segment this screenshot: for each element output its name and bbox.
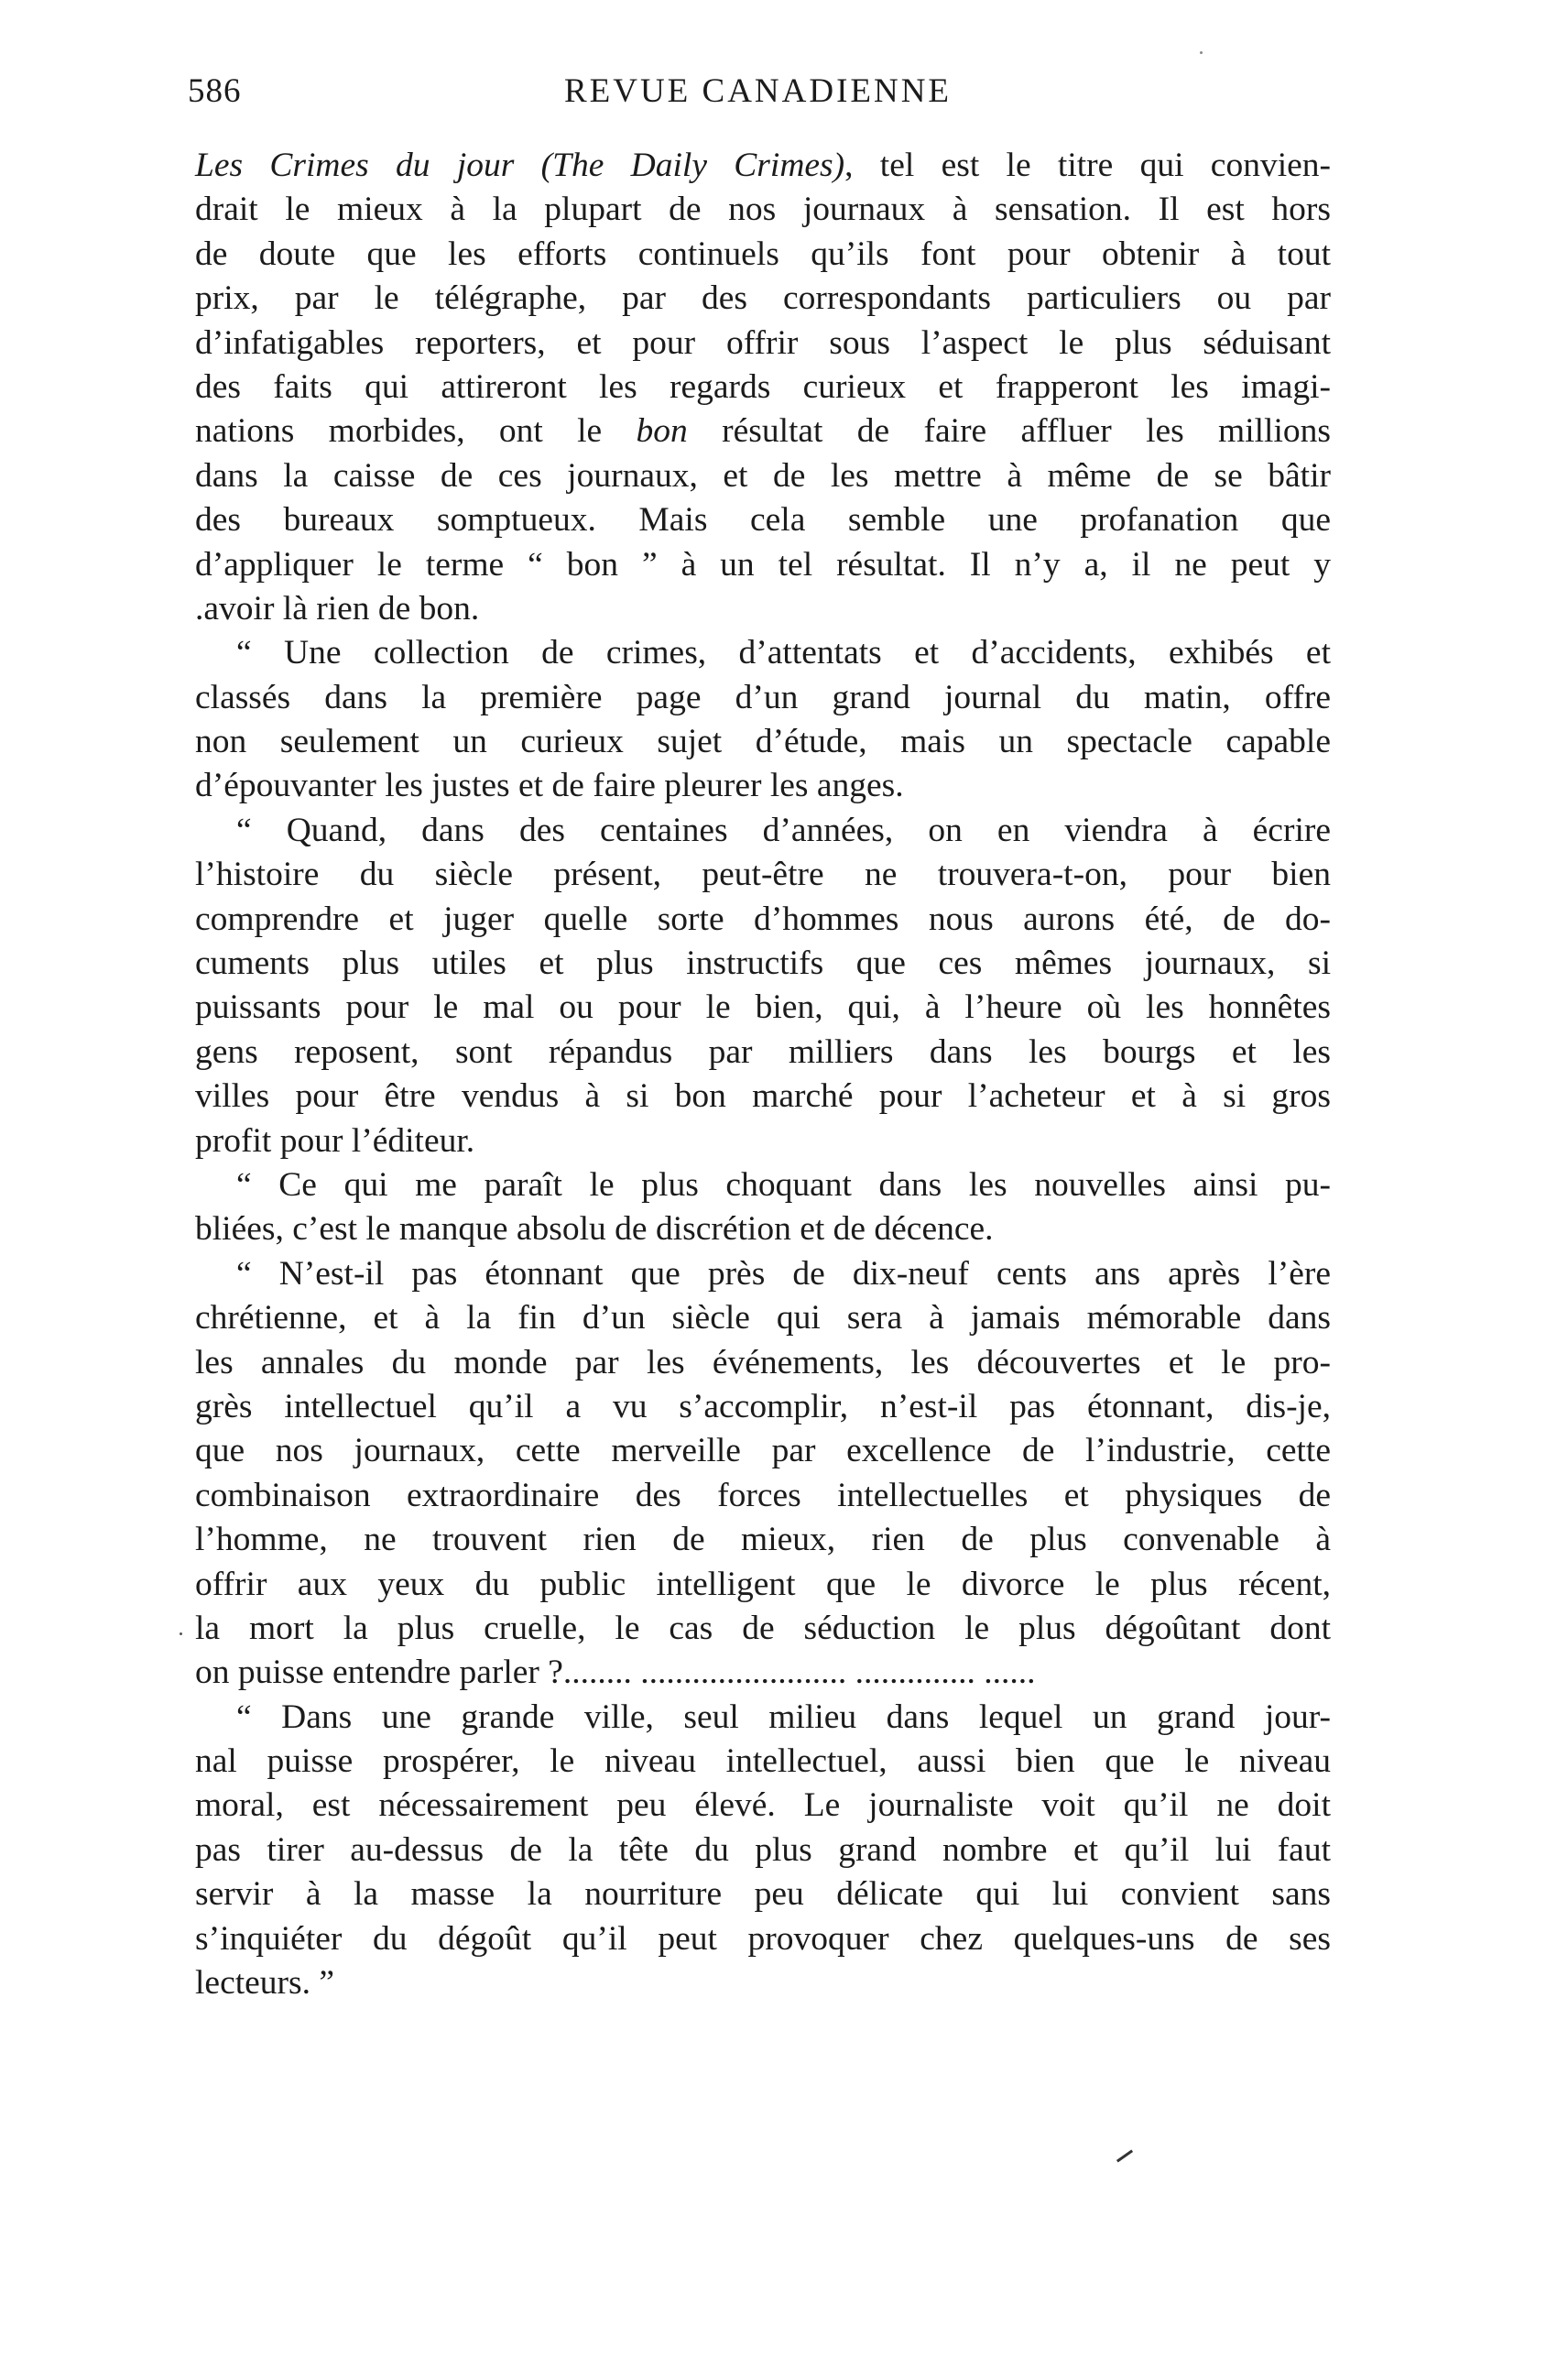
text-line: d’épouvanter les justes et de faire pleurer les anges.	[195, 767, 904, 805]
text-line: on puisse entendre parler ?........ ........................ .............. ......	[195, 1654, 1036, 1692]
text-line: d’infatigables reporters, et pour offrir sous l’aspect le plus séduisant	[195, 323, 1331, 362]
text-line: les annales du monde par les événements, les découvertes et le pro-	[195, 1343, 1331, 1381]
text-line: s’inquiéter du dégoût qu’il peut provoquer chez quelques-uns de ses	[195, 1919, 1331, 1958]
text-line: prix, par le télégraphe, par des correspondants particuliers ou par	[195, 279, 1331, 318]
margin-dot-mark	[180, 1632, 182, 1635]
text-line: nations morbides, ont le bon résultat de faire affluer les millions	[195, 412, 1331, 451]
text-line: chrétienne, et à la fin d’un siècle qui sera à jamais mémorable dans	[195, 1299, 1331, 1337]
text-line	[195, 144, 1331, 188]
text-line: combinaison extraordinaire des forces intellectuelles et physiques de	[195, 1476, 1331, 1514]
text-line: classés dans la première page d’un grand journal du matin, offre	[195, 678, 1331, 716]
text-line: pas tirer au-dessus de la tête du plus grand nombre et qu’il lui faut	[195, 1830, 1331, 1869]
text-line: puissants pour le mal ou pour le bien, qui, à l’heure où les honnêtes	[195, 988, 1331, 1027]
text-line: “ Une collection de crimes, d’attentats et d’accidents, exhibés et	[236, 634, 1331, 672]
italic-segment: Les Crimes du jour (The Daily Crimes)	[195, 147, 845, 184]
text-line: “ Dans une grande ville, seul milieu dans lequel un grand jour-	[236, 1698, 1331, 1736]
text-line: profit pour l’éditeur.	[195, 1121, 475, 1160]
text-line: lecteurs. ”	[195, 1964, 334, 2003]
text-line: moral, est nécessairement peu élevé. Le journaliste voit qu’il ne doit	[195, 1786, 1331, 1825]
pen-stroke-mark	[1116, 2150, 1133, 2163]
italic-word: bon	[636, 412, 688, 451]
text-line: villes pour être vendus à si bon marché pour l’acheteur et à si gros	[195, 1077, 1331, 1116]
text-line: .avoir là rien de bon.	[195, 589, 480, 628]
text-line: dans la caisse de ces journaux, et de les mettre à même de se bâtir	[195, 456, 1331, 495]
text-line: offrir aux yeux du public intelligent que le divorce le plus récent,	[195, 1565, 1331, 1603]
text-line: drait le mieux à la plupart de nos journaux à sensation. Il est hors	[195, 191, 1331, 229]
article-body	[195, 144, 1331, 2005]
text-line: non seulement un curieux sujet d’étude, mais un spectacle capable	[195, 723, 1331, 761]
paragraph	[195, 809, 1331, 1163]
text-line: bliées, c’est le manque absolu de discrétion et de décence.	[195, 1210, 994, 1249]
text-line: des faits qui attireront les regards curieux et frapperont les imagi-	[195, 367, 1331, 406]
text-line: la mort la plus cruelle, le cas de séduction le plus dégoûtant dont	[195, 1609, 1331, 1647]
paragraph	[195, 631, 1331, 809]
page-header	[188, 71, 1291, 126]
text-line: que nos journaux, cette merveille par excellence de l’industrie, cette	[195, 1432, 1331, 1470]
running-head: REVUE CANADIENNE	[563, 72, 953, 110]
text-line: “ Ce qui me paraît le plus choquant dans les nouvelles ainsi pu-	[236, 1165, 1331, 1204]
text-line: l’histoire du siècle présent, peut-être ne trouvera-t-on, pour bien	[195, 856, 1331, 894]
page-number: 586	[188, 72, 242, 110]
text-line: grès intellectuel qu’il a vu s’accomplir, n’est-il pas étonnant, dis-je,	[195, 1387, 1331, 1425]
text-line: “ Quand, dans des centaines d’années, on en viendra à écrire	[236, 811, 1331, 849]
paragraph	[195, 1696, 1331, 2006]
text-line: d’appliquer le terme “ bon ” à un tel résultat. Il n’y a, il ne peut y	[195, 545, 1331, 584]
text-line: nal puisse prospérer, le niveau intellectuel, aussi bien que le niveau	[195, 1742, 1331, 1781]
text-line: comprendre et juger quelle sorte d’hommes nous aurons été, de do-	[195, 900, 1331, 938]
speck-mark	[1200, 51, 1203, 54]
text-line: de doute que les efforts continuels qu’ils font pour obtenir à tout	[195, 235, 1331, 273]
text-line: des bureaux somptueux. Mais cela semble une profanation que	[195, 501, 1331, 540]
text-line: “ N’est-il pas étonnant que près de dix-neuf cents ans après l’ère	[236, 1254, 1331, 1293]
text-segment: , tel est le titre qui convien-	[844, 147, 1331, 184]
text-line: gens reposent, sont répandus par milliers dans les bourgs et les	[195, 1032, 1331, 1071]
text-line: l’homme, ne trouvent rien de mieux, rien de plus convenable à	[195, 1521, 1331, 1559]
paragraph	[195, 1252, 1331, 1696]
text-line: cuments plus utiles et plus instructifs que ces mêmes journaux, si	[195, 944, 1331, 983]
paragraph	[195, 1163, 1331, 1252]
text-line: servir à la masse la nourriture peu délicate qui lui convient sans	[195, 1875, 1331, 1914]
paragraph	[195, 144, 1331, 631]
